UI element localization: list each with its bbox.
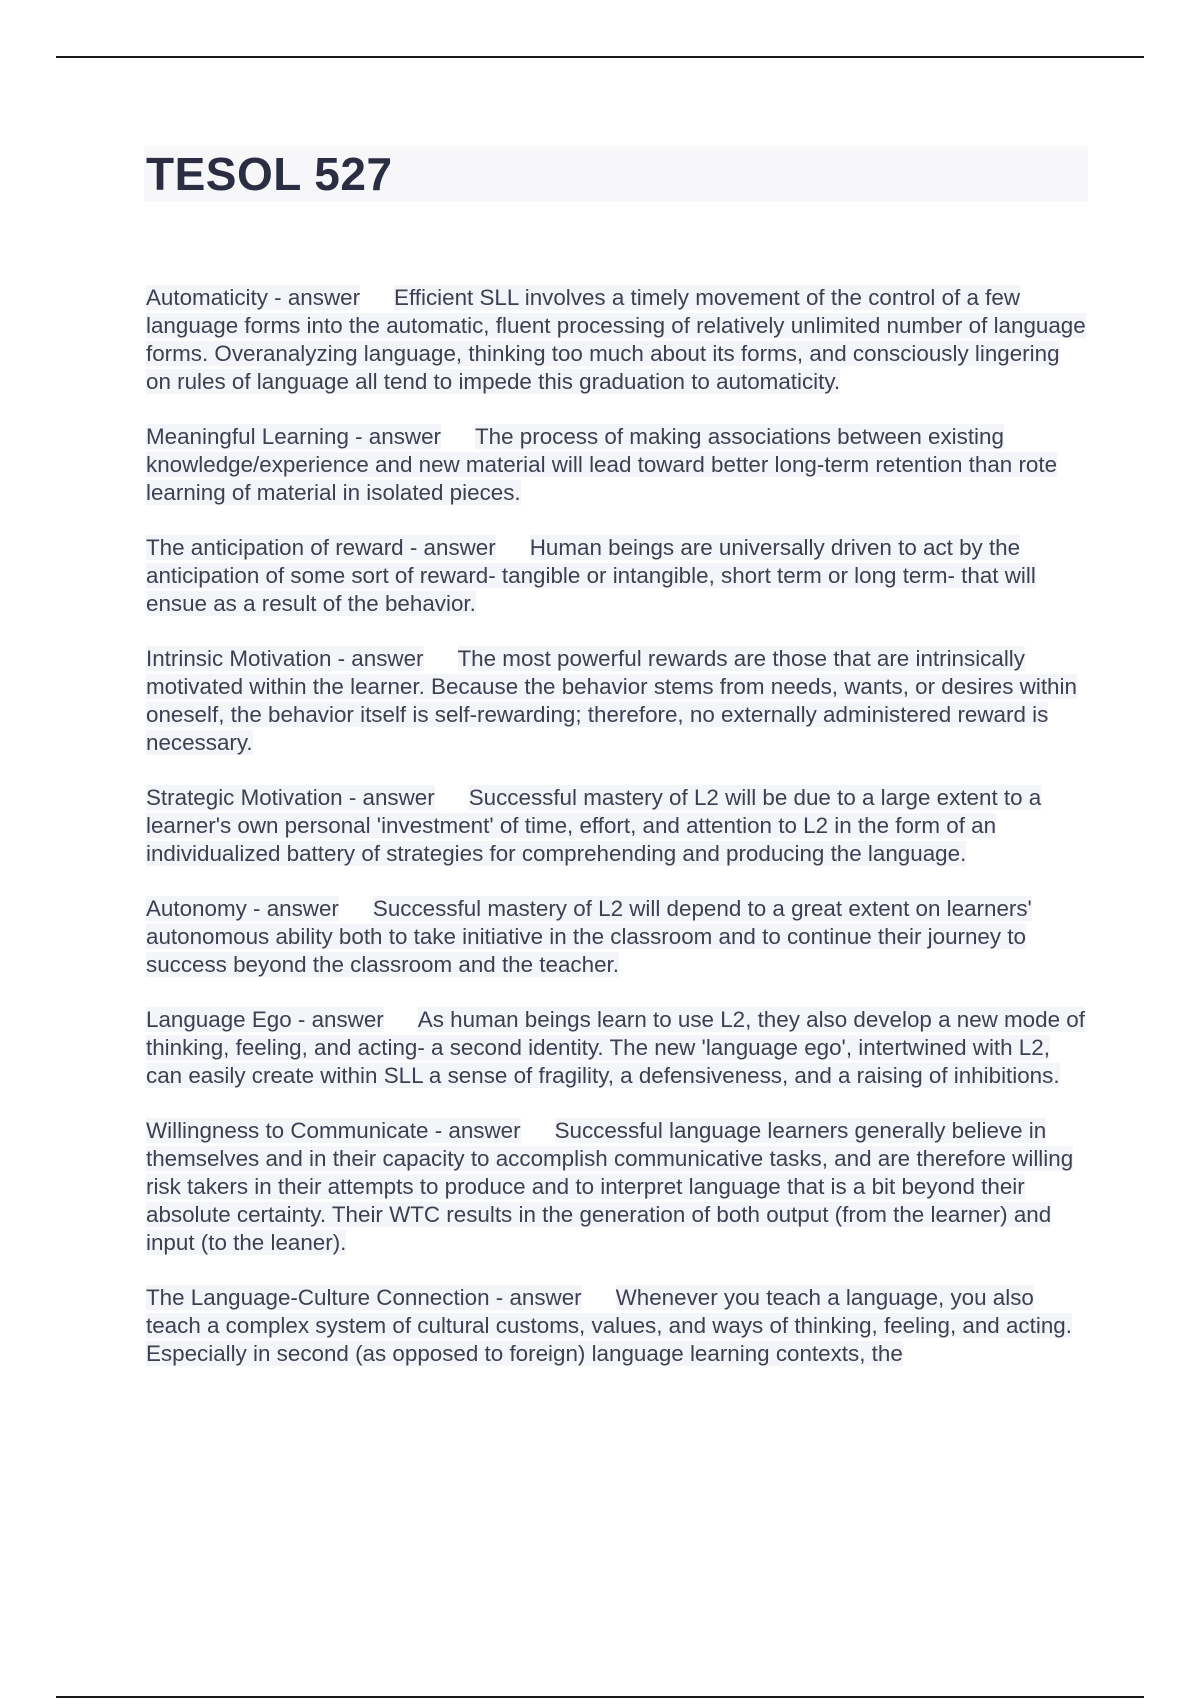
- entry-willingness-to-communicate: [146, 1117, 1086, 1257]
- entry-definition: Successful mastery of L2 will be due to a large extent to a learner's own personal 'investment' of time, effort, and attention to L2 in the form of an individualized battery of strategies for comprehending and producing the language.: [146, 785, 1042, 866]
- entry-term: The Language-Culture Connection - answer: [146, 1285, 582, 1310]
- entry-autonomy: [146, 895, 1086, 979]
- entry-term: Meaningful Learning - answer: [146, 424, 441, 449]
- entry-definition: Efficient SLL involves a timely movement of the control of a few language forms into the automatic, fluent processing of relatively unlimited number of language forms. Overanalyzing language, thinking too much about its forms, and consciously lingering on rules of language all tend to impede this graduation to automaticity.: [146, 285, 1086, 394]
- entry-definition: Human beings are universally driven to act by the anticipation of some sort of reward- tangible or intangible, short term or long term- that will ensue as a result of the behavior.: [146, 535, 1036, 616]
- entry-strategic-motivation: [146, 784, 1086, 868]
- entry-language-ego: [146, 1006, 1086, 1090]
- entry-definition: Whenever you teach a language, you also teach a complex system of cultural customs, values, and ways of thinking, feeling, and acting. Especially in second (as opposed to foreign) language learning contexts, the: [146, 1285, 1072, 1366]
- entry-definition: Successful language learners generally believe in themselves and in their capacity to accomplish communicative tasks, and are therefore willing risk takers in their attempts to produce and to interpret language that is a bit beyond their absolute certainty. Their WTC results in the generation of both output (from the learner) and input (to the leaner).: [146, 1118, 1074, 1255]
- entry-term: Intrinsic Motivation - answer: [146, 646, 424, 671]
- entry-definition: The most powerful rewards are those that are intrinsically motivated within the learner. Because the behavior stems from needs, wants, or desires within oneself, the behavior itself is self-rewarding; therefore, no externally administered reward is necessary.: [146, 646, 1077, 755]
- entry-automaticity: [146, 284, 1086, 396]
- entry-term: The anticipation of reward - answer: [146, 535, 496, 560]
- entry-definition: Successful mastery of L2 will depend to a great extent on learners' autonomous ability both to take initiative in the classroom and to continue their journey to success beyond the classroom and the teacher.: [146, 896, 1032, 977]
- entry-term: Autonomy - answer: [146, 896, 339, 921]
- entry-term: Language Ego - answer: [146, 1007, 384, 1032]
- entry-language-culture-connection: [146, 1284, 1086, 1368]
- entry-meaningful-learning: [146, 423, 1086, 507]
- entry-term: Strategic Motivation - answer: [146, 785, 435, 810]
- entry-definition: As human beings learn to use L2, they also develop a new mode of thinking, feeling, and acting- a second identity. The new 'language ego', intertwined with L2, can easily create within SLL a sense of fragility, a defensiveness, and a raising of inhibitions.: [146, 1007, 1085, 1088]
- entry-term: Willingness to Communicate - answer: [146, 1118, 521, 1143]
- entry-definition: The process of making associations between existing knowledge/experience and new material will lead toward better long-term retention than rote learning of material in isolated pieces.: [146, 424, 1058, 505]
- bottom-rule: [56, 1696, 1144, 1698]
- page-title: TESOL 527: [146, 148, 393, 200]
- entry-list: [146, 284, 1086, 1395]
- top-rule: [56, 56, 1144, 58]
- entry-term: Automaticity - answer: [146, 285, 361, 310]
- entry-intrinsic-motivation: [146, 645, 1086, 757]
- entry-anticipation-of-reward: [146, 534, 1086, 618]
